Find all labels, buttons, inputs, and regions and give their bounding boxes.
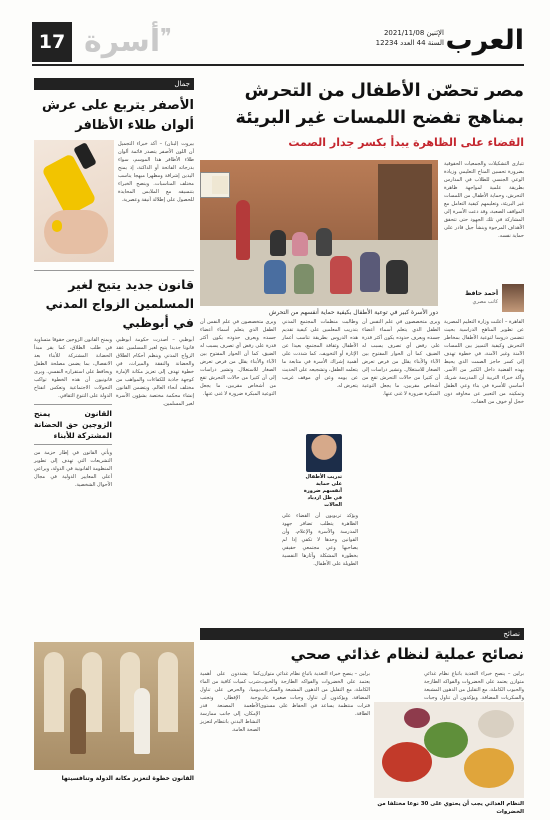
- tips-text-col-1: برلين – ينصح خبراء التغذية باتباع نظام غذائي متوازن يعتمد على الخضروات والفواكه الطازجة والحبوب الكاملة، مع التقليل من الدهون المشبعة والسكريات المضافة. ويؤكدون أن تناول وجبات صغيرة على فترات منتظمة يساعد في الحفاظ على مستوى الطاقة.: [260, 671, 370, 717]
- newspaper-logo: العرب: [445, 25, 524, 56]
- quoted-person-photo: [306, 434, 342, 472]
- quote-box: [302, 434, 342, 508]
- section-title: أسرة: [84, 24, 161, 59]
- issue-date: الإثنين 2021/11/08: [383, 29, 444, 37]
- food-caption: النظام الغذائي يجب أن يحتوي على 30 نوعا مختلفا من الخضروات: [377, 801, 524, 815]
- classroom-photo: [200, 160, 438, 306]
- mosque-photo: [34, 642, 194, 770]
- nail-polish-photo: [34, 140, 114, 262]
- hero-caption: دور الأسرة كبير في توعية الأطفال بكيفية حماية أنفسهم من التحرش: [268, 309, 438, 316]
- vegetables-photo: [374, 702, 524, 798]
- section-tag-tips: نصائح: [200, 628, 524, 640]
- left-column: [34, 78, 194, 794]
- issue-number: السنة 44 العدد 12234: [375, 39, 444, 47]
- main-body-col-5: ويرى متخصصون في علم النفس أن الطفل الذي يتعلم أسماء أعضاء جسده ويعرف حدوده يكون أكثر قدرة على رفض أي تصرف يسبب له الضيق، كما أن الحوار المفتوح بين الآباء والأبناء يقلل من فرص تعرض الصغار للاستغلال. وتشير دراسات إلى أن كثيرا من حالات التحرش تقع من أشخاص مقربين، ما يجعل التوعية المبكرة ضرورة لا غنى عنها.: [200, 319, 276, 397]
- section-tag-beauty: جمال: [34, 78, 194, 90]
- beauty-headline: الأصفر يتربع على عرش ألوان طلاء الأظافر: [41, 98, 194, 133]
- main-body-col-2: ويرى متخصصون في علم النفس أن الطفل الذي يتعلم أسماء أعضاء جسده ويعرف حدوده يكون أكثر قدرة على رفض أي تصرف يسبب له الضيق، كما أن الحوار المفتوح بين الآباء والأبناء يقلل من فرص تعرض الصغار للاستغلال. وتشير دراسات إلى أن كثيرا من حالات التحرش تقع من أشخاص مقربين، ما يجعل التوعية المبكرة ضرورة لا غنى عنها.: [362, 319, 440, 397]
- main-body-col-3: وطالبت منظمات المجتمع المدني بتدريب المعلمين على كيفية تقديم هذه الدروس بطريقة تناسب أعمار الأطفال وثقافة المجتمع، بعيدا عن الإثارة أو التخويف. كما شددت على أهمية إشراك الأسرة في متابعة ما يتعلمه الطفل، وتشجيعه على الحديث عن يومه وعن أي موقف غريب يتعرض له.: [282, 319, 358, 389]
- author-byline: [465, 284, 524, 314]
- main-subheadline: القضاء على الظاهرة يبدأ بكسر جدار الصمت: [288, 136, 524, 149]
- beauty-text: بيروت (لبنان) – أكد خبراء التجميل أن اللون الأصفر يتصدر قائمة ألوان طلاء الأظافر هذا الموسم، سواء بدرجاته الفاتحة أو الداكنة، إذ يمنح اليدين إشراقة ومظهرا مبهجا يناسب مختلف المناسبات. وينصح الخبراء بتنسيقه مع الملابس المحايدة للحصول على إطلالة أنيقة وعصرية.: [118, 141, 194, 203]
- author-photo: [502, 284, 524, 312]
- mosque-caption: القانون خطوة لتعزيز مكانة الدولة وتنافسيتها: [61, 775, 194, 782]
- law-text-col-2: ويمنح القانون الزوجين حقوقا متساوية في طلب الطلاق، كما يقر مبدأ الحضانة المشتركة للأبناء بعد الانفصال، بما يضمن مصلحة الطفل ويحافظ على استقراره النفسي. ويرى قانونيون أن هذه الخطوة تواكب التحولات الاجتماعية وتعكس انفتاح الدولة على التنوع الثقافي.: [34, 337, 112, 399]
- law-pull-quote: القانون يمنح الزوجين حق الحضانة المشتركة للأبناء: [34, 404, 112, 445]
- main-headline-block: [200, 78, 524, 151]
- page-header: [32, 22, 524, 66]
- issue-info: [376, 28, 444, 48]
- main-headline: مصر تحصّن الأطفال من التحرش بمناهج تفضح اللمسات غير البريئة: [235, 81, 524, 128]
- quote-icon: ❞: [160, 25, 172, 50]
- pull-quote: تدريب الأطفال على حماية أنفسهم ضرورة في ظل ازدياد الحالات: [303, 474, 342, 508]
- main-body-col-4: ويؤكد تربويون أن القضاء على الظاهرة يتطلب تضافر جهود المدرسة والأسرة والإعلام، وأن القوانين وحدها لا تكفي إذا لم يصاحبها وعي مجتمعي حقيقي بخطورة المشكلة وآثارها النفسية الطويلة على الأطفال.: [282, 513, 358, 567]
- author-role: كاتب مصري: [472, 299, 498, 305]
- law-text-col-1: أبوظبي – أصدرت حكومة أبوظبي قانونا جديدا يتيح لغير المسلمين عقد الزواج المدني وينظم أحكام الطلاق والحضانة والنفقة والميراث، في خطوة تهدف إلى تعزيز مكانة الإمارة كوجهة جاذبة للكفاءات والمواهب من مختلف أنحاء العالم. ويتضمن القانون إنشاء محكمة مختصة بشؤون الأسرة لغير المسلمين.: [116, 337, 194, 407]
- tips-intro: برلين – ينصح خبراء التغذية باتباع نظام غذائي متوازن يعتمد على الخضروات والفواكه الطازجة والحبوب الكاملة، مع التقليل من الدهون المشبعة والسكريات المضافة. ويؤكدون أن تناول وجبات: [424, 671, 524, 701]
- law-headline: قانون جديد يتيح لغير المسلمين الزواج المدني في أبوظبي: [34, 270, 194, 332]
- page-number: 17: [32, 22, 72, 62]
- tips-text-col-2: كما يشددون على أهمية شرب كميات كافية من الماء يوميا، والحرص على تناول وجبة الإفطار، وتجنب الأطعمة المصنعة قدر الإمكان، إلى جانب ممارسة النشاط البدني بانتظام لتعزيز الصحة العامة.: [200, 671, 260, 733]
- tips-headline: نصائح عملية لنظام غذائي صحي: [290, 645, 524, 663]
- main-intro-text: تتبارى التشكيلات والجمعيات الحقوقية بضرورة تحسين المناخ التعليمي وزيادة الوعي الجنسي للطلاب في المدارس بطريقة علمية لمواجهة ظاهرة التحرش، وحماية الأطفال من اللمسات غير البريئة، وتعليمهم كيفية التعامل مع المواقف الصعبة، وقد دعت الأسرة إلى المشاركة في تلك الجهود حتى تتحقق الأهداف المرجوة وينشأ جيل قادر على حماية نفسه.: [444, 161, 524, 239]
- law-text-col-3: ويأتي القانون في إطار حزمة من التشريعات التي تهدف إلى تطوير المنظومة القانونية في الدولة، ويراعي أعلى المعايير الدولية في مجال الأحوال الشخصية.: [34, 450, 112, 488]
- main-body-col-1: القاهرة – أعلنت وزارة التعليم المصرية عن تطوير المناهج الدراسية بحيث تتضمن دروسا لتوعية الأطفال بمخاطر التحرش وكيفية التمييز بين اللمسات الآمنة وغير الآمنة، في خطوة تهدف إلى كسر حاجز الصمت الذي يحيط بهذه القضية داخل الكثير من الأسر. وأكد خبراء التربية أن المدرسة شريك أساسي للأسرة في بناء وعي الطفل وتمكينه من التعبير عن مخاوفه دون خجل أو خوف من العقاب.: [444, 319, 524, 405]
- author-name: أحمد حافظ: [465, 290, 498, 297]
